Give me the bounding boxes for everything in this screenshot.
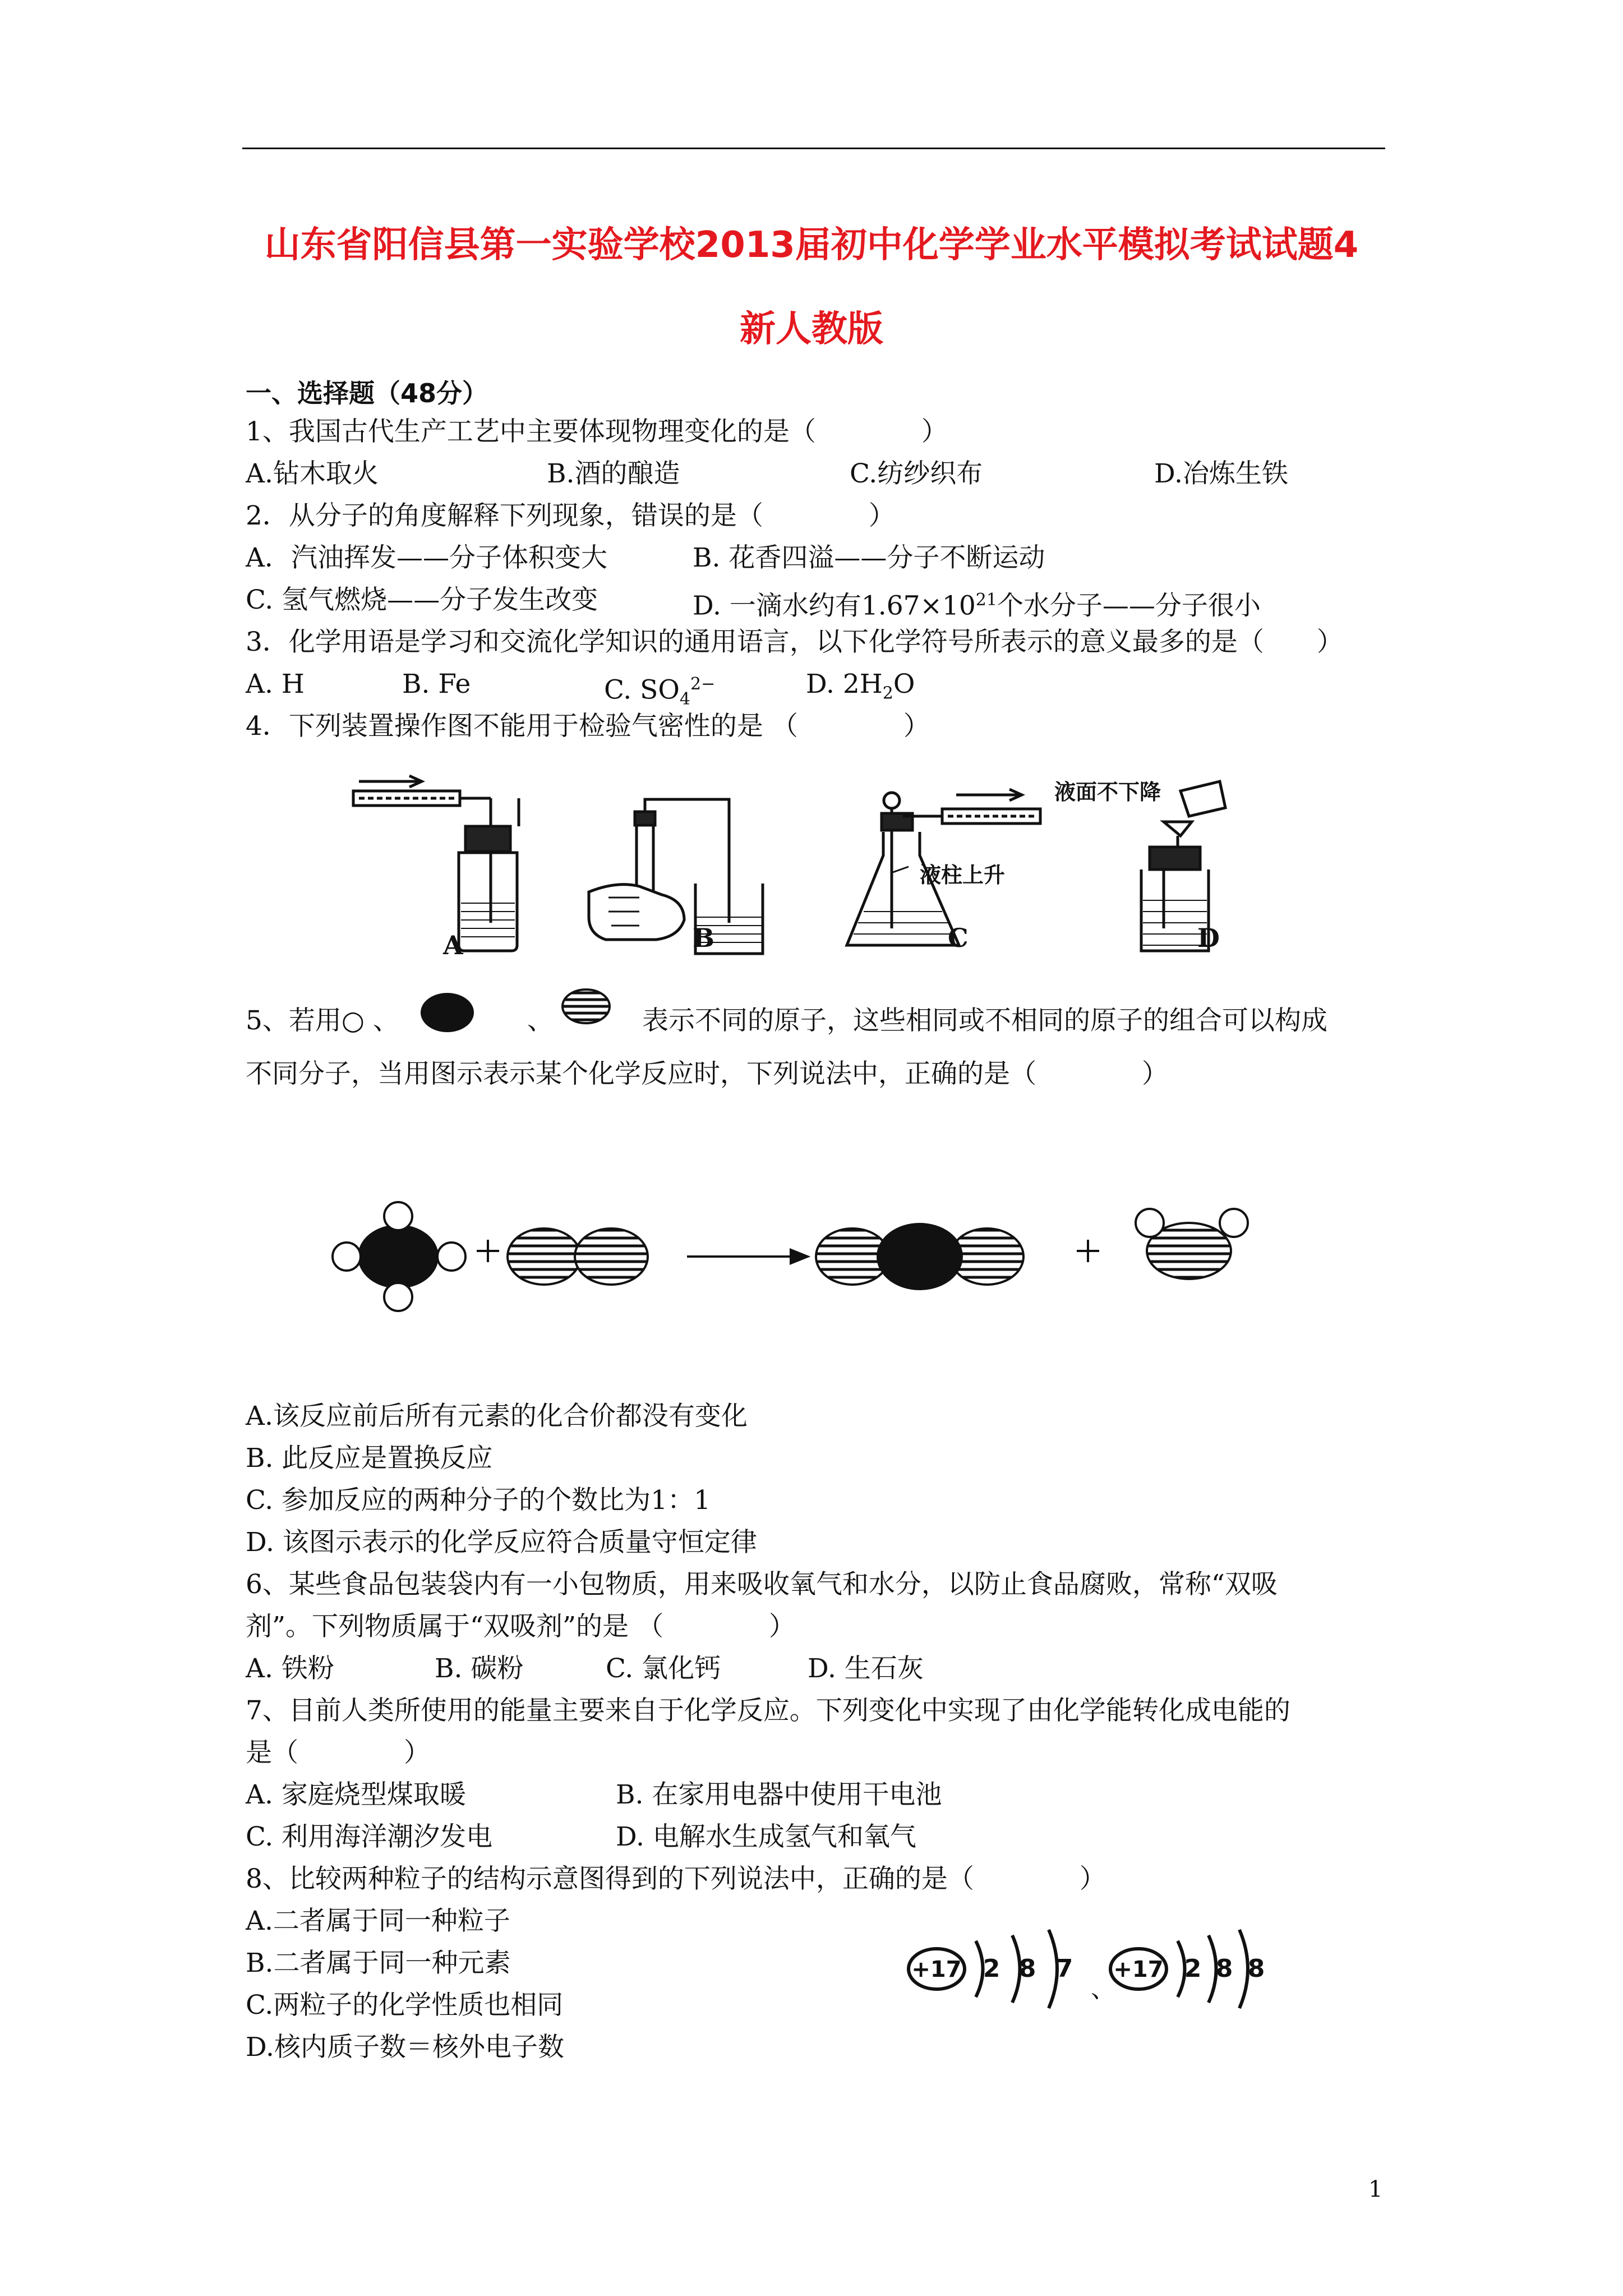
- q5-stem-d: 不同分子，当用图示表示某个化学反应时，下列说法中，正确的是（ ）: [246, 1059, 1168, 1089]
- q5-stem-a: 5、若用○ 、: [246, 1005, 399, 1036]
- q6-option-b: B. 碳粉: [435, 1653, 524, 1684]
- q1-option-a: A.钻木取火: [246, 458, 379, 489]
- product-molecule-2: [1136, 1209, 1248, 1279]
- apparatus-b: [589, 799, 763, 954]
- q2-option-d-post: 个水分子——分子很小: [997, 590, 1261, 622]
- q2-option-c: C. 氢气燃烧——分子发生改变: [246, 585, 598, 615]
- striped-atom-icon: [561, 988, 611, 1025]
- q1-option-c: C.纺纱织布: [850, 458, 983, 489]
- product-molecule-1: [816, 1224, 1023, 1289]
- q8-option-a: A.二者属于同一种粒子: [246, 1906, 510, 1936]
- q3-stem: 3．化学用语是学习和交流化学知识的通用语言，以下化学符号所表示的意义最多的是（ ）: [246, 627, 1343, 657]
- q2-option-a: A．汽油挥发——分子体积变大: [246, 542, 607, 573]
- q2-option-d-sup: 21: [975, 590, 997, 610]
- q5-stem-line1: [246, 1004, 399, 1038]
- q6-option-d: D. 生石灰: [808, 1653, 924, 1684]
- reactant-molecule-2: [508, 1228, 648, 1285]
- q7-option-b: B. 在家用电器中使用干电池: [616, 1779, 942, 1810]
- atom1-shell-2: 8: [1018, 1954, 1036, 1983]
- atom2-shell-2: 8: [1215, 1954, 1233, 1983]
- q3-option-d-sub: 2: [882, 683, 893, 703]
- apparatus-label-b: B: [693, 923, 714, 953]
- q6-stem-line2: 剂”。下列物质属于“双吸剂”的是 （ ）: [246, 1611, 796, 1642]
- q7-option-c: C. 利用海洋潮汐发电: [246, 1821, 493, 1852]
- page-number: 1: [1368, 2177, 1383, 2202]
- q3-option-a: A. H: [246, 669, 305, 700]
- apparatus-a: [353, 776, 519, 951]
- atom-separator: 、: [1091, 1975, 1115, 2003]
- atom2-shell-3: 8: [1247, 1954, 1265, 1983]
- apparatus-d-note: 液面不下降: [1054, 780, 1161, 804]
- q7-stem-line2: 是（ ）: [246, 1737, 430, 1768]
- atom2-nucleus: +17: [1113, 1957, 1164, 1982]
- q6-option-a: A. 铁粉: [246, 1653, 334, 1684]
- section-heading: 一、选择题（48分）: [246, 378, 488, 408]
- q5-stem-c: 表示不同的原子，这些相同或不相同的原子的组合可以构成: [642, 1005, 1327, 1036]
- q1-option-d: D.冶炼生铁: [1154, 458, 1288, 489]
- atom2-shell-1: 2: [1184, 1954, 1202, 1983]
- q3-option-c-pre: C. SO: [604, 674, 680, 706]
- q3-option-c-sup: 2−: [690, 674, 716, 694]
- atom1-shell-1: 2: [983, 1954, 1000, 1983]
- q7-option-a: A. 家庭烧型煤取暖: [246, 1779, 466, 1810]
- q3-option-c: [604, 668, 715, 716]
- q3-option-d-pre: D. 2H: [806, 669, 883, 700]
- q6-stem-line1: 6、某些食品包装袋内有一小包物质，用来吸收氧气和水分，以防止食品腐败，常称“双吸: [246, 1569, 1278, 1600]
- q8-atom-structure-diagram: [897, 1913, 1290, 2036]
- q8-option-b: B.二者属于同一种元素: [246, 1948, 511, 1978]
- q5-option-b: B. 此反应是置换反应: [246, 1443, 493, 1474]
- q5-option-d: D. 该图示表示的化学反应符合质量守恒定律: [246, 1527, 757, 1558]
- q3-option-d: [806, 668, 915, 710]
- apparatus-label-d: D: [1197, 923, 1220, 953]
- q5-option-c: C. 参加反应的两种分子的个数比为1：1: [246, 1485, 711, 1516]
- page-title: 山东省阳信县第一实验学校2013届初中化学学业水平模拟考试试题4: [264, 224, 1359, 266]
- q7-option-d: D. 电解水生成氢气和氧气: [616, 1821, 916, 1852]
- q1-stem: 1、我国古代生产工艺中主要体现物理变化的是（ ）: [246, 416, 948, 447]
- q4-stem: 4．下列装置操作图不能用于检验气密性的是 （ ）: [246, 711, 930, 742]
- q5-stem-b: 、: [527, 1005, 554, 1036]
- apparatus-c-note: 液柱上升: [920, 863, 1006, 887]
- reactant-molecule-1: [333, 1202, 465, 1311]
- page-subtitle: 新人教版: [740, 309, 883, 350]
- q8-stem: 8、比较两种粒子的结构示意图得到的下列说法中，正确的是（ ）: [246, 1864, 1106, 1894]
- q3-option-c-sub: 4: [679, 689, 690, 710]
- q8-option-c: C.两粒子的化学性质也相同: [246, 1990, 564, 2021]
- q2-option-d: [693, 583, 1261, 623]
- q2-option-b: B. 花香四溢——分子不断运动: [693, 542, 1045, 573]
- header-rule: [242, 148, 1385, 149]
- atom1-shell-3: 7: [1055, 1954, 1073, 1983]
- q3-option-d-post: O: [893, 669, 915, 700]
- q2-option-d-pre: D. 一滴水约有1.67×10: [693, 590, 976, 622]
- black-atom-icon: [421, 993, 474, 1032]
- q5-option-a: A.该反应前后所有元素的化合价都没有变化: [246, 1401, 748, 1432]
- q7-stem-line1: 7、目前人类所使用的能量主要来自于化学反应。下列变化中实现了由化学能转化成电能的: [246, 1695, 1290, 1726]
- apparatus-label-a: A: [443, 930, 463, 960]
- q6-option-c: C. 氯化钙: [606, 1653, 721, 1684]
- q8-option-d: D.核内质子数＝核外电子数: [246, 2032, 564, 2063]
- q1-option-b: B.酒的酿造: [547, 458, 680, 489]
- q2-stem: 2．从分子的角度解释下列现象，错误的是（ ）: [246, 500, 895, 531]
- q5-reaction-diagram: [314, 1150, 1335, 1335]
- atom1-nucleus: +17: [911, 1957, 962, 1982]
- apparatus-label-c: C: [948, 923, 969, 953]
- q3-option-b: B. Fe: [402, 669, 471, 700]
